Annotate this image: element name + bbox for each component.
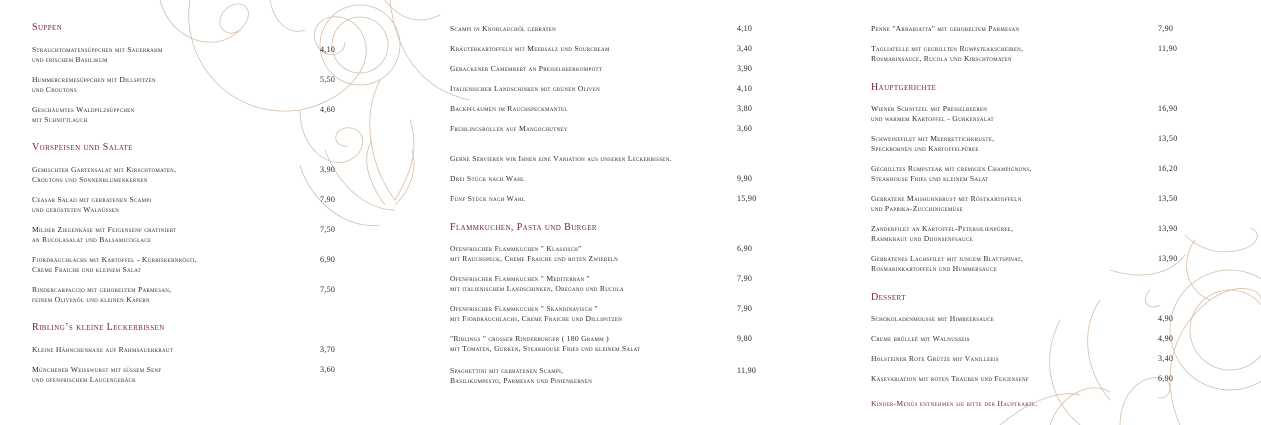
- menu-item-name: Münchener Weisswurst mit süssem Senf und ofenfrischem Laugengebäck: [32, 365, 162, 384]
- menu-item: [450, 104, 770, 114]
- menu-item: [32, 225, 342, 245]
- menu-item: [32, 365, 342, 385]
- menu-item: [32, 45, 342, 65]
- menu-item: [32, 75, 342, 95]
- menu-item-price: 7,90: [737, 304, 753, 313]
- menu-item: [32, 195, 342, 215]
- section-title-vorspeisen: Vorspeisen und Salate: [32, 142, 133, 153]
- menu-item: [32, 345, 342, 355]
- menu-item-name: Hummercremesüppchen mit Dillspitzen und Croutons: [32, 75, 156, 94]
- menu-item-name: Penne "Arrabiatta" mit gehobeltem Parmesan: [871, 24, 1020, 33]
- menu-item: [871, 24, 1181, 34]
- menu-item-name: Gebratene Maishuhnbrust mit Röstkartoffeln und Paprika-Zucchinigemüse: [871, 194, 1022, 213]
- menu-item-name: Ceasar Salad mit gebratenen Scampi und gerösteten Walnüssen: [32, 195, 152, 214]
- menu-item: [450, 304, 770, 324]
- menu-item: [871, 164, 1181, 184]
- section-title-dessert: Dessert: [871, 292, 906, 303]
- menu-item-price: 3,60: [320, 365, 336, 374]
- menu-item-name: Ofenfrischer Flammkuchen " Skandinavisch " mit Fjordräuchlachs, Creme Fraiche und Dillspitzen: [450, 304, 623, 323]
- menu-item-price: 13,50: [1158, 134, 1178, 143]
- menu-item-price: 4,10: [737, 24, 753, 33]
- menu-item-name: "Riblings " grosser Rinderburger ( 180 Gramm ) mit Tomaten, Gurken, Steakhouse Fries und kleinem Salat: [450, 334, 641, 353]
- menu-item: [32, 165, 342, 185]
- menu-item-name: Creme brûlleé mit Walnusseis: [871, 334, 970, 343]
- menu-item-price: 11,90: [1158, 44, 1178, 53]
- menu-item-name: Italienischer Landschinken mit grünen Oliven: [450, 84, 600, 93]
- menu-item: [450, 274, 770, 294]
- menu-item: [32, 255, 342, 275]
- menu-item-price: 3,60: [737, 124, 753, 133]
- menu-item: [871, 374, 1181, 384]
- menu-item: [871, 314, 1181, 324]
- menu-item-price: 13,90: [1158, 254, 1178, 263]
- menu-item-name: Ofenfrischer Flammkuchen " Klassisch" mit Rauchspeck, Creme Fraiche und roten Zwiebeln: [450, 244, 619, 263]
- section-title-flammkuchen: Flammkuchen, Pasta und Burger: [450, 222, 597, 233]
- menu-item-price: 9,90: [737, 174, 753, 183]
- menu-item-price: 15,90: [737, 194, 757, 203]
- menu-item-name: Drei Stück nach Wahl: [450, 174, 525, 183]
- menu-item-price: 7,90: [320, 195, 336, 204]
- menu-item: [450, 64, 770, 74]
- menu-item: [871, 254, 1181, 274]
- menu-item-price: 7,90: [1158, 24, 1174, 33]
- menu-item: [450, 174, 770, 184]
- menu-item-price: 7,50: [320, 225, 336, 234]
- menu-item-price: 4,90: [1158, 334, 1174, 343]
- menu-item-price: 16,90: [1158, 104, 1178, 113]
- menu-item-price: 4,10: [737, 84, 753, 93]
- menu-item-name: Backpflaumen im Rauchspeckmantel: [450, 104, 568, 113]
- menu-item: [871, 104, 1181, 124]
- section-title-kleine-leckerbissen: Ribling’s kleine Leckerbissen: [32, 322, 165, 333]
- menu-item-name: Strauchtomatensüppchen mit Sauerrahm und frischem Basilikum: [32, 45, 163, 64]
- menu-item: [871, 224, 1181, 244]
- menu-item-price: 13,50: [1158, 194, 1178, 203]
- menu-item-price: 11,90: [737, 366, 757, 375]
- menu-item: [871, 334, 1181, 344]
- menu-item-name: Tagliatelle mit gegrillten Rumpsteakscheiben, Rosmarinsauce, Rucola und Kirschtomaten: [871, 44, 1024, 63]
- menu-item-name: Spaghettini mit gebratenen Scampi, Basilikumpesto, Parmesan und Pinienkernen: [450, 366, 593, 385]
- menu-item-name: Gebackener Camembert an Preiselbeerkompott: [450, 64, 603, 73]
- menu-item: [871, 134, 1181, 154]
- menu-item: [450, 366, 770, 386]
- menu-item-name: Gegrilltes Rumpsteak mit cremigen Champignons, Steakhouse Fries und kleinem Salat: [871, 164, 1032, 183]
- kids-menu-note: Kinder-Menüs entnehmen sie bitte der Hauptkarte.: [871, 399, 1038, 408]
- menu-item-name: Milder Ziegenkäse mit Feigensenf gratiniert an Rucolasalat und Balsamicoglace: [32, 225, 177, 244]
- menu-item-price: 3,80: [737, 104, 753, 113]
- menu-item-price: 4,10: [320, 45, 336, 54]
- menu-item-price: 4,90: [1158, 314, 1174, 323]
- menu-item-price: 6,90: [1158, 374, 1174, 383]
- menu-item: [450, 194, 770, 204]
- menu-item-name: Käsevariation mit roten Trauben und Feigensenf: [871, 374, 1029, 383]
- menu-item-name: Wiener Schnitzel mit Preiselbeeren und warmem Kartoffel - Gurkensalat: [871, 104, 994, 123]
- menu-item: [450, 124, 770, 134]
- menu-item: [32, 285, 342, 305]
- menu-item-price: 3,40: [737, 44, 753, 53]
- menu-item-price: 3,90: [320, 165, 336, 174]
- menu-item-name: Scampi in Knoblauchöl gebraten: [450, 24, 557, 33]
- menu-item: [450, 84, 770, 94]
- menu-item-name: Fjordräuchlachs mit Kartoffel - Kürbiskernrösti, Creme Fraiche und kleinem Salat: [32, 255, 197, 274]
- menu-item-price: 3,90: [737, 64, 753, 73]
- menu-item-price: 9,80: [737, 334, 753, 343]
- menu-item-name: Schweinefilet mit Meerrettichkruste, Speckbohnen und Kartoffelpüree: [871, 134, 995, 153]
- menu-item-name: Zanderfilet an Kartoffel-Petersilienpüree, Rahmkraut und Dijonsenfsauce: [871, 224, 1014, 243]
- menu-item-name: Fünf Stück nach Wahl: [450, 194, 526, 203]
- section-title-hauptgerichte: Hauptgerichte: [871, 82, 937, 93]
- menu-item-price: 5,50: [320, 75, 336, 84]
- menu-item-price: 6,90: [320, 255, 336, 264]
- menu-item-price: 16,20: [1158, 164, 1178, 173]
- menu-item-name: Ofenfrischer Flammkuchen " Mediterran " mit italienischem Landschinken, Oregano und Rucola: [450, 274, 624, 293]
- menu-item: [871, 354, 1181, 364]
- menu-item-name: Kleine Hähnchenhaxe auf Rahmsauerkraut: [32, 345, 174, 354]
- menu-item-price: 13,90: [1158, 224, 1178, 233]
- menu-item-name: Kräuterkartoffeln mit Meersalz und Sourcream: [450, 44, 610, 53]
- menu-item-name: Frühlingsrollen auf Mangochutney: [450, 124, 568, 133]
- menu-item-name: Schokoladenmousse mit Himbeersauce: [871, 314, 995, 323]
- menu-item: [450, 334, 770, 354]
- menu-item-price: 4,60: [320, 105, 336, 114]
- menu-item-price: 3,40: [1158, 354, 1174, 363]
- menu-item-price: 7,90: [737, 274, 753, 283]
- menu-item-price: 3,70: [320, 345, 336, 354]
- section-title-suppen: Suppen: [32, 22, 63, 33]
- menu-item: [32, 105, 342, 125]
- menu-item: [871, 44, 1181, 64]
- menu-item-name: Rindercarpaccio mit gehobeltem Parmesan, feinem Olivenöl und kleinen Kapern: [32, 285, 172, 304]
- menu-item-price: 6,90: [737, 244, 753, 253]
- menu-item-name: Gebratenes Lachsfilet mit jungem Blattspinat, Rosmarinkartoffeln und Hummersauce: [871, 254, 1024, 273]
- menu-item: [450, 44, 770, 54]
- menu-item: [450, 244, 770, 264]
- menu-item-name: Gemischter Gartensalat mit Kirschtomaten, Croutons und Sonnenblumenkernen: [32, 165, 177, 184]
- menu-item: [450, 24, 770, 34]
- menu-item: [871, 194, 1181, 214]
- variation-note: Gerne Servieren wir Ihnen eine Variation aus unseren Leckerbissen.: [450, 154, 672, 163]
- menu-item-name: Holsteiner Rote Grütze mit Vanilleeis: [871, 354, 999, 363]
- menu-item-price: 7,50: [320, 285, 336, 294]
- menu-item-name: Geschäumtes Waldpilzsüppchen mit Schnittlauch: [32, 105, 135, 124]
